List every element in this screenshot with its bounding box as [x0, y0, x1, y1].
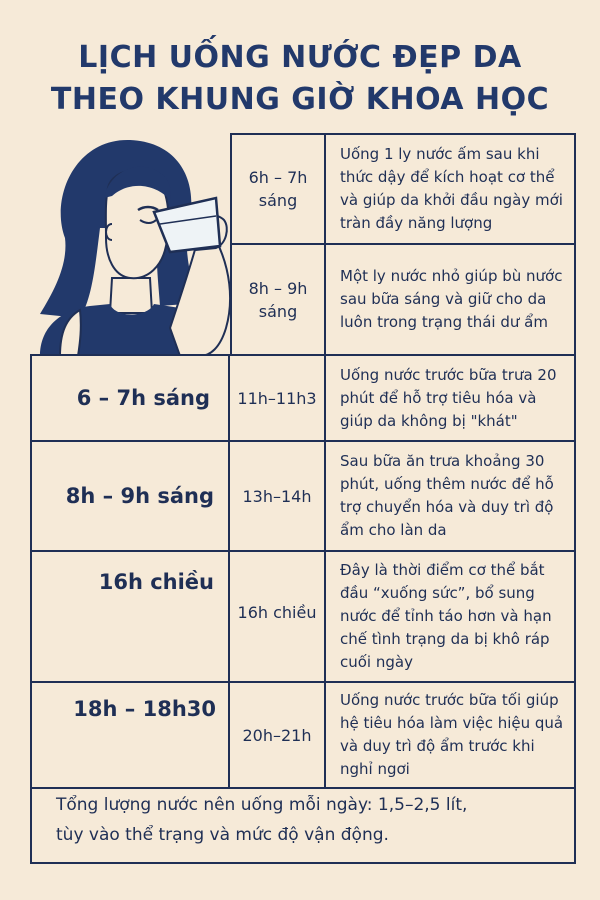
desc-cell-row-3 — [340, 356, 565, 440]
time-cell-row-5 — [230, 552, 324, 624]
time-cell-row-3 — [230, 356, 324, 440]
description-text: Một ly nước nhỏ giúp bù nước sau bữa sáng và giữ cho da luôn trong trạng thái dư ẩm — [340, 267, 563, 331]
desc-cell-row-5 — [340, 552, 565, 681]
desc-cell-row-1 — [340, 135, 565, 243]
time-line: 8h – 9h — [248, 278, 308, 298]
description-text: Đây là thời điểm cơ thể bắt đầu “xuống sức”, bổ sung nước để tỉnh táo hơn và hạn chế tình trạng da bị khô ráp cuối ngày — [340, 561, 552, 671]
description-text: Sau bữa ăn trưa khoảng 30 phút, uống thêm nước để hỗ trợ chuyển hóa và duy trì độ ẩm cho làn da — [340, 452, 554, 539]
left-label-row-5: 16h chiều — [98, 570, 214, 594]
time-line: sáng — [258, 301, 298, 321]
left-label-row-4: 8h – 9h sáng — [65, 484, 214, 508]
time-line: 6h – 7h — [248, 168, 308, 187]
time-cell-row-6 — [230, 700, 324, 770]
time-cell-row-2 — [232, 245, 324, 354]
desc-cell-row-6 — [340, 683, 565, 787]
woman-drinking-water-icon — [20, 128, 250, 356]
desc-cell-row-2 — [340, 245, 565, 354]
page-title-line-2: THEO KHUNG GIỜ KHOA HỌC — [50, 82, 550, 117]
time-cell-row-1 — [232, 135, 324, 243]
time-line: 13h–14h — [242, 486, 312, 506]
time-line: 16h chiều — [237, 603, 317, 622]
description-text: Uống nước trước bữa trưa 20 phút để hỗ trợ tiêu hóa và giúp da không bị "khát" — [340, 365, 557, 430]
note-line-2: tùy vào thể trạng và mức độ vận động. — [56, 825, 389, 845]
time-line: sáng — [258, 191, 298, 210]
description-text: Uống nước trước bữa tối giúp hệ tiêu hóa làm việc hiệu quả và duy trì độ ẩm trước khi nghỉ ngơi — [340, 691, 564, 778]
left-label-row-3: 6 – 7h sáng — [76, 386, 210, 410]
note-line-1: Tổng lượng nước nên uống mỗi ngày: 1,5–2,5 lít, — [56, 795, 468, 815]
time-line: 11h–11h3 — [237, 388, 317, 408]
time-line: 20h–21h — [242, 725, 312, 745]
desc-cell-row-4 — [340, 442, 565, 550]
left-label-row-6: 18h – 18h30 — [73, 697, 216, 721]
description-text: Uống 1 ly nước ấm sau khi thức dậy để kích hoạt cơ thể và giúp da khởi đầu ngày mới tràn đầy năng lượng — [340, 145, 563, 232]
time-cell-row-4 — [230, 442, 324, 550]
page-title-line-1: LỊCH UỐNG NƯỚC ĐẸP DA — [78, 40, 522, 75]
daily-water-note — [56, 790, 556, 850]
